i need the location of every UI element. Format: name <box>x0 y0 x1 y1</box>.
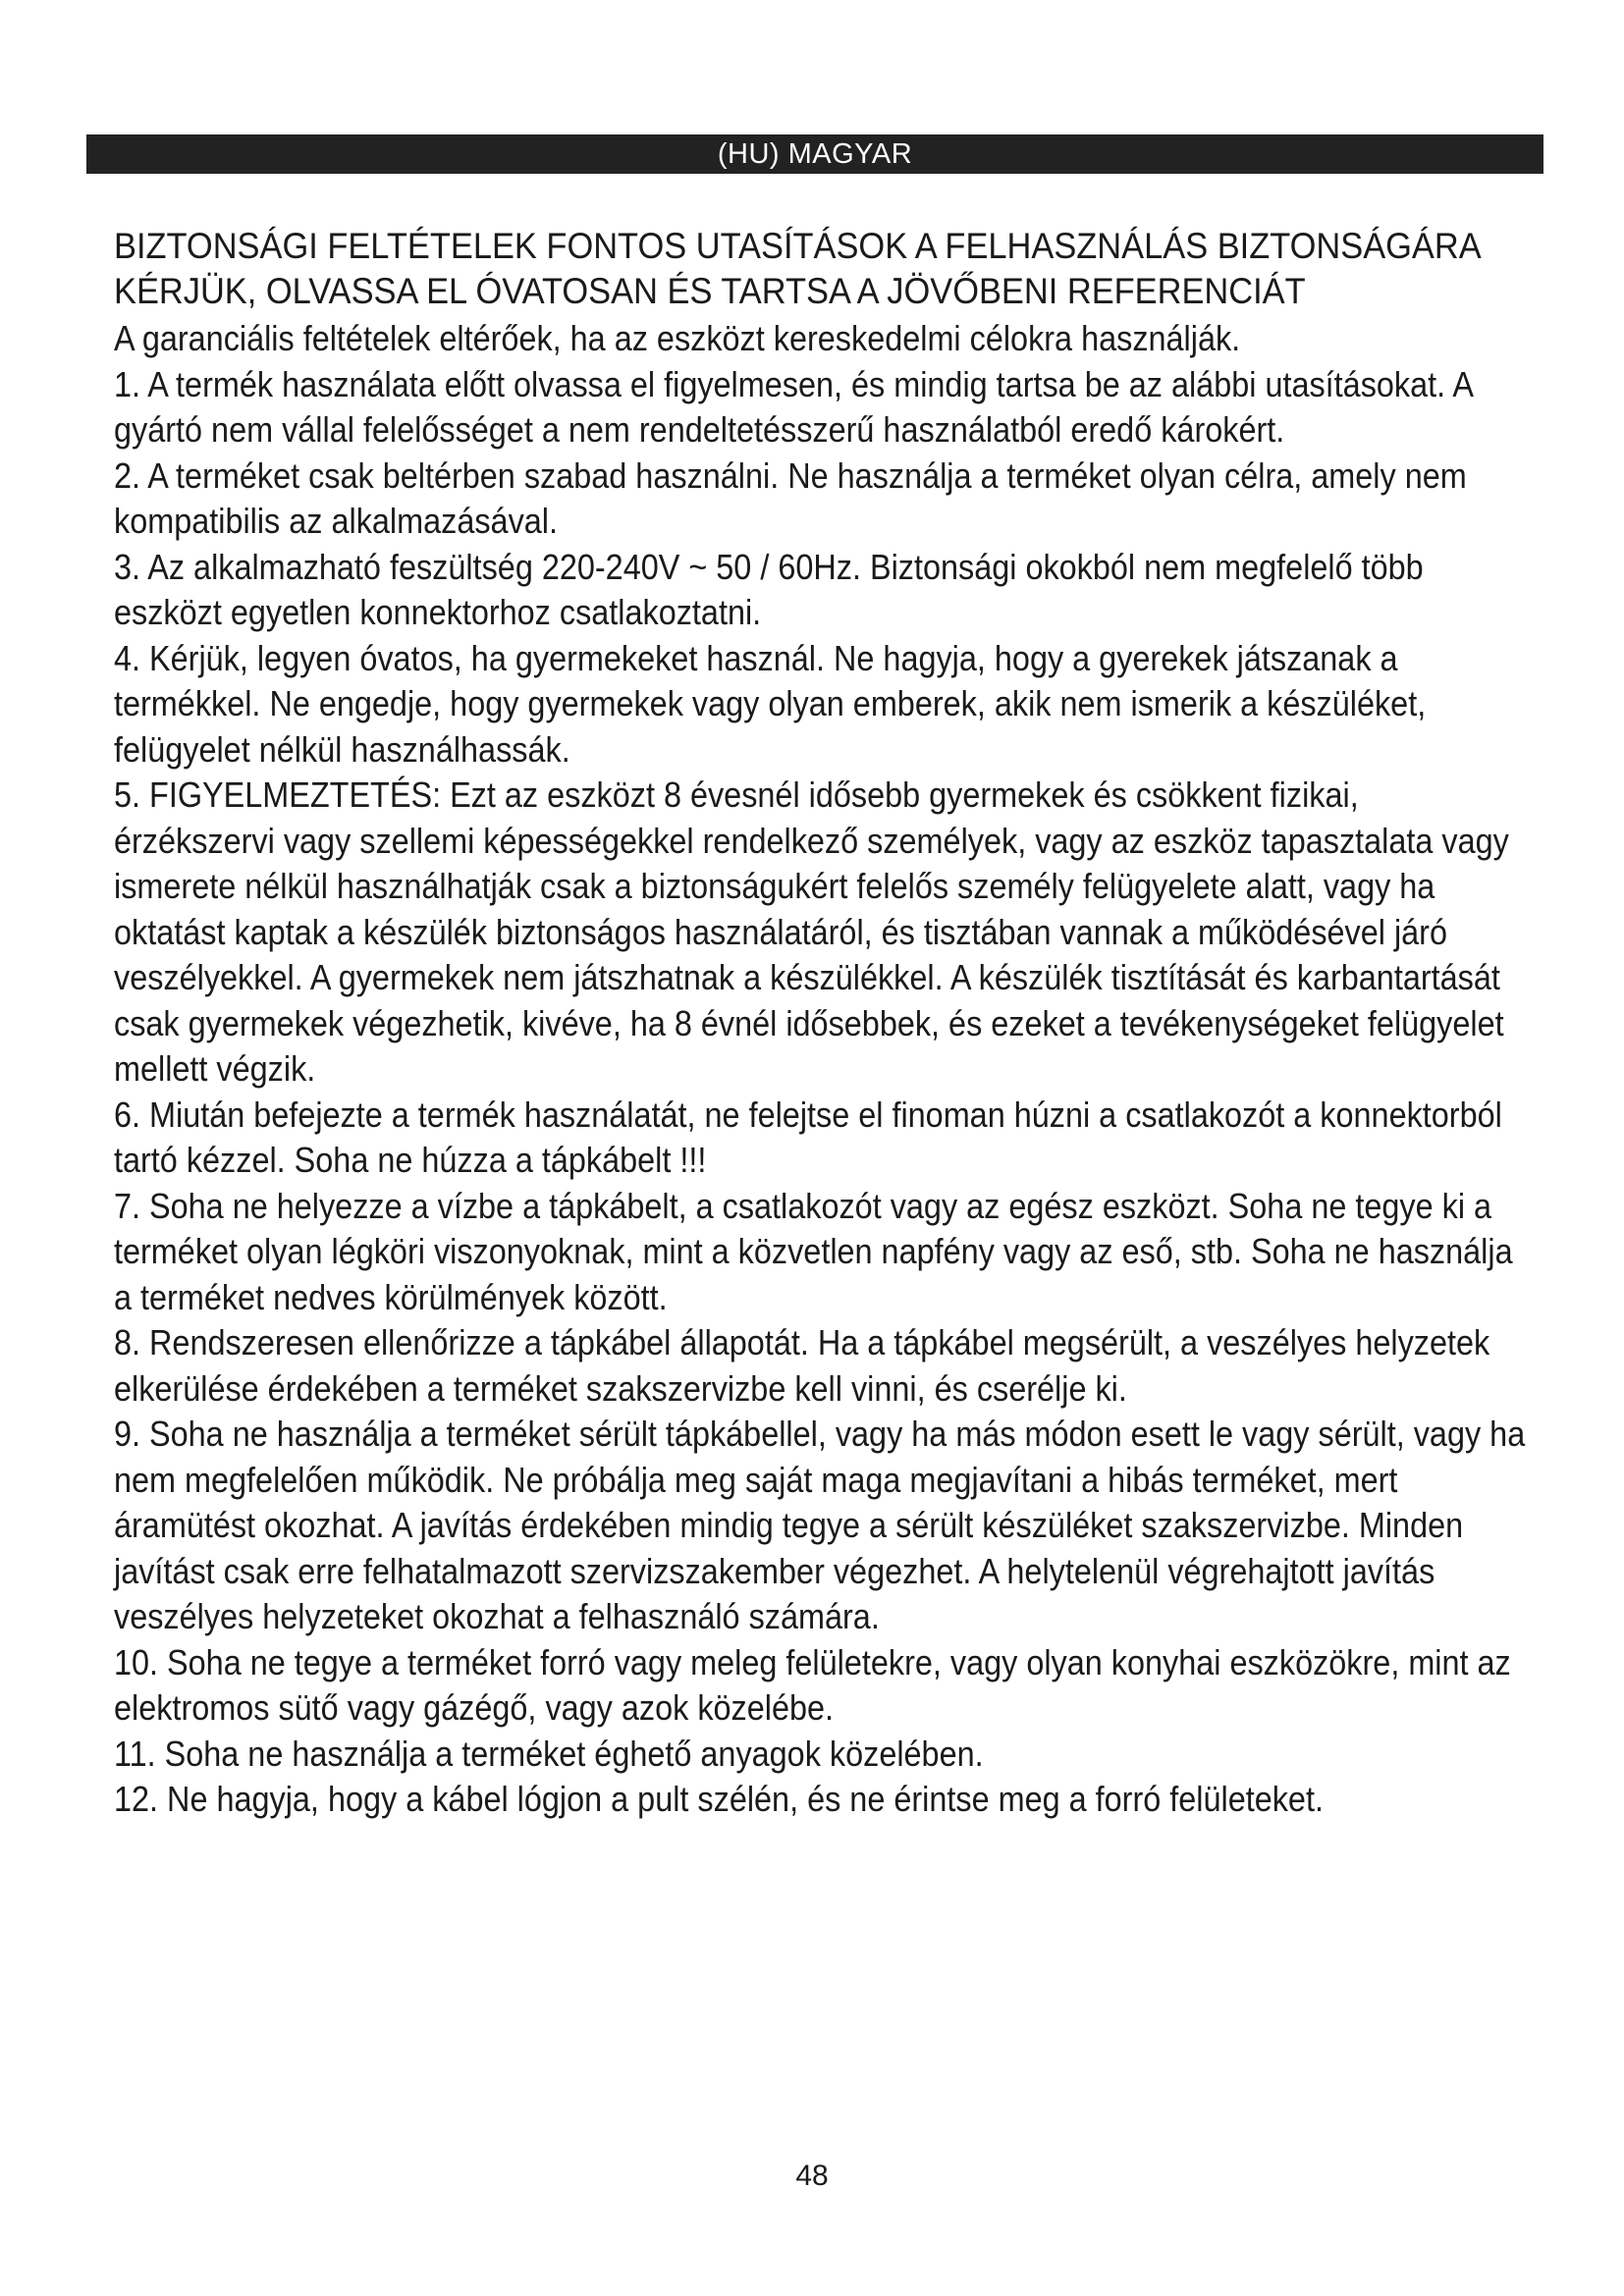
instruction-item-2: 2. A terméket csak beltérben szabad használni. Ne használja a terméket olyan célra, amely nem kompatibilis az alkalmazásával. <box>114 454 1467 541</box>
document-body <box>114 224 1528 1823</box>
instruction-item-9: 9. Soha ne használja a terméket sérült tápkábellel, vagy ha más módon esett le vagy sérült, vagy ha nem megfelelően működik. Ne próbálja meg saját maga megjavítani a hibás terméket, mert áramütést okozhat. A javítás érdekében mindig tegye a sérült készüléket szakszervizbe. Minden javítást csak erre felhatalmazott szervizszakember végezhet. A helytelenül végrehajtott javítás veszélyes helyzeteket okozhat a felhasználó számára. <box>114 1414 1526 1636</box>
instruction-item-12: 12. Ne hagyja, hogy a kábel lógjon a pult szélén, és ne érintse meg a forró felületeket. <box>114 1779 1324 1819</box>
instruction-item-5: 5. FIGYELMEZTETÉS: Ezt az eszközt 8 évesnél idősebb gyermekek és csökkent fizikai, érzékszervi vagy szellemi képességekkel rendelkező személyek, vagy az eszköz tapasztalata vagy ismerete nélkül használhatják csak a biztonságukért felelős személy felügyelete alatt, vagy ha oktatást kaptak a készülék biztonságos használatáról, és tisztában vannak a működésével járó veszélyekkel. A gyermekek nem játszhatnak a készülékkel. A készülék tisztítását és karbantartását csak gyermekek végezhetik, kivéve, ha 8 évnél idősebbek, és ezeket a tevékenységeket felügyelet mellett végzik. <box>114 774 1509 1089</box>
instruction-item-3: 3. Az alkalmazható feszültség 220-240V ~ 50 / 60Hz. Biztonsági okokból nem megfelelő több eszközt egyetlen konnektorhoz csatlakoztatni. <box>114 546 1424 632</box>
instruction-item-11: 11. Soha ne használja a terméket éghető anyagok közelében. <box>114 1733 984 1774</box>
instruction-item-10: 10. Soha ne tegye a terméket forró vagy meleg felületekre, vagy olyan konyhai eszközökre, mint az elektromos sütő vagy gázégő, vagy azok közelébe. <box>114 1641 1511 1728</box>
language-header-bar <box>86 134 1543 174</box>
instruction-item-1: 1. A termék használata előtt olvassa el figyelmesen, és mindig tartsa be az alábbi utasításokat. A gyártó nem vállal felelősséget a nem rendeltetésszerű használatból eredő károkért. <box>114 363 1473 450</box>
language-label: (HU) MAGYAR <box>717 138 913 170</box>
instruction-item-8: 8. Rendszeresen ellenőrizze a tápkábel állapotát. Ha a tápkábel megsérült, a veszélyes helyzetek elkerülése érdekében a terméket szakszervizbe kell vinni, és cserélje ki. <box>114 1322 1490 1409</box>
instruction-item-7: 7. Soha ne helyezze a vízbe a tápkábelt, a csatlakozót vagy az egész eszközt. Soha ne tegye ki a terméket olyan légköri viszonyoknak, mint a közvetlen napfény vagy az eső, stb. Soha ne használja a terméket nedves körülmények között. <box>114 1185 1513 1317</box>
instruction-item-4: 4. Kérjük, legyen óvatos, ha gyermekeket használ. Ne hagyja, hogy a gyerekek játszanak a termékkel. Ne engedje, hogy gyermekek vagy olyan emberek, akik nem ismerik a készüléket, felügyelet nélkül használhassák. <box>114 637 1427 770</box>
instruction-item-6: 6. Miután befejezte a termék használatát, ne felejtse el finoman húzni a csatlakozót a konnektorból tartó kézzel. Soha ne húzza a tápkábelt !!! <box>114 1094 1502 1180</box>
safety-title: BIZTONSÁGI FELTÉTELEK FONTOS UTASÍTÁSOK A FELHASZNÁLÁS BIZTONSÁGÁRA KÉRJÜK, OLVASSA EL ÓVATOSAN ÉS TARTSA A JÖVŐBENI REFERENCIÁT <box>114 226 1480 311</box>
page-number: 48 <box>795 2160 829 2192</box>
warranty-intro: A garanciális feltételek eltérőek, ha az eszközt kereskedelmi célokra használják. <box>114 318 1241 358</box>
